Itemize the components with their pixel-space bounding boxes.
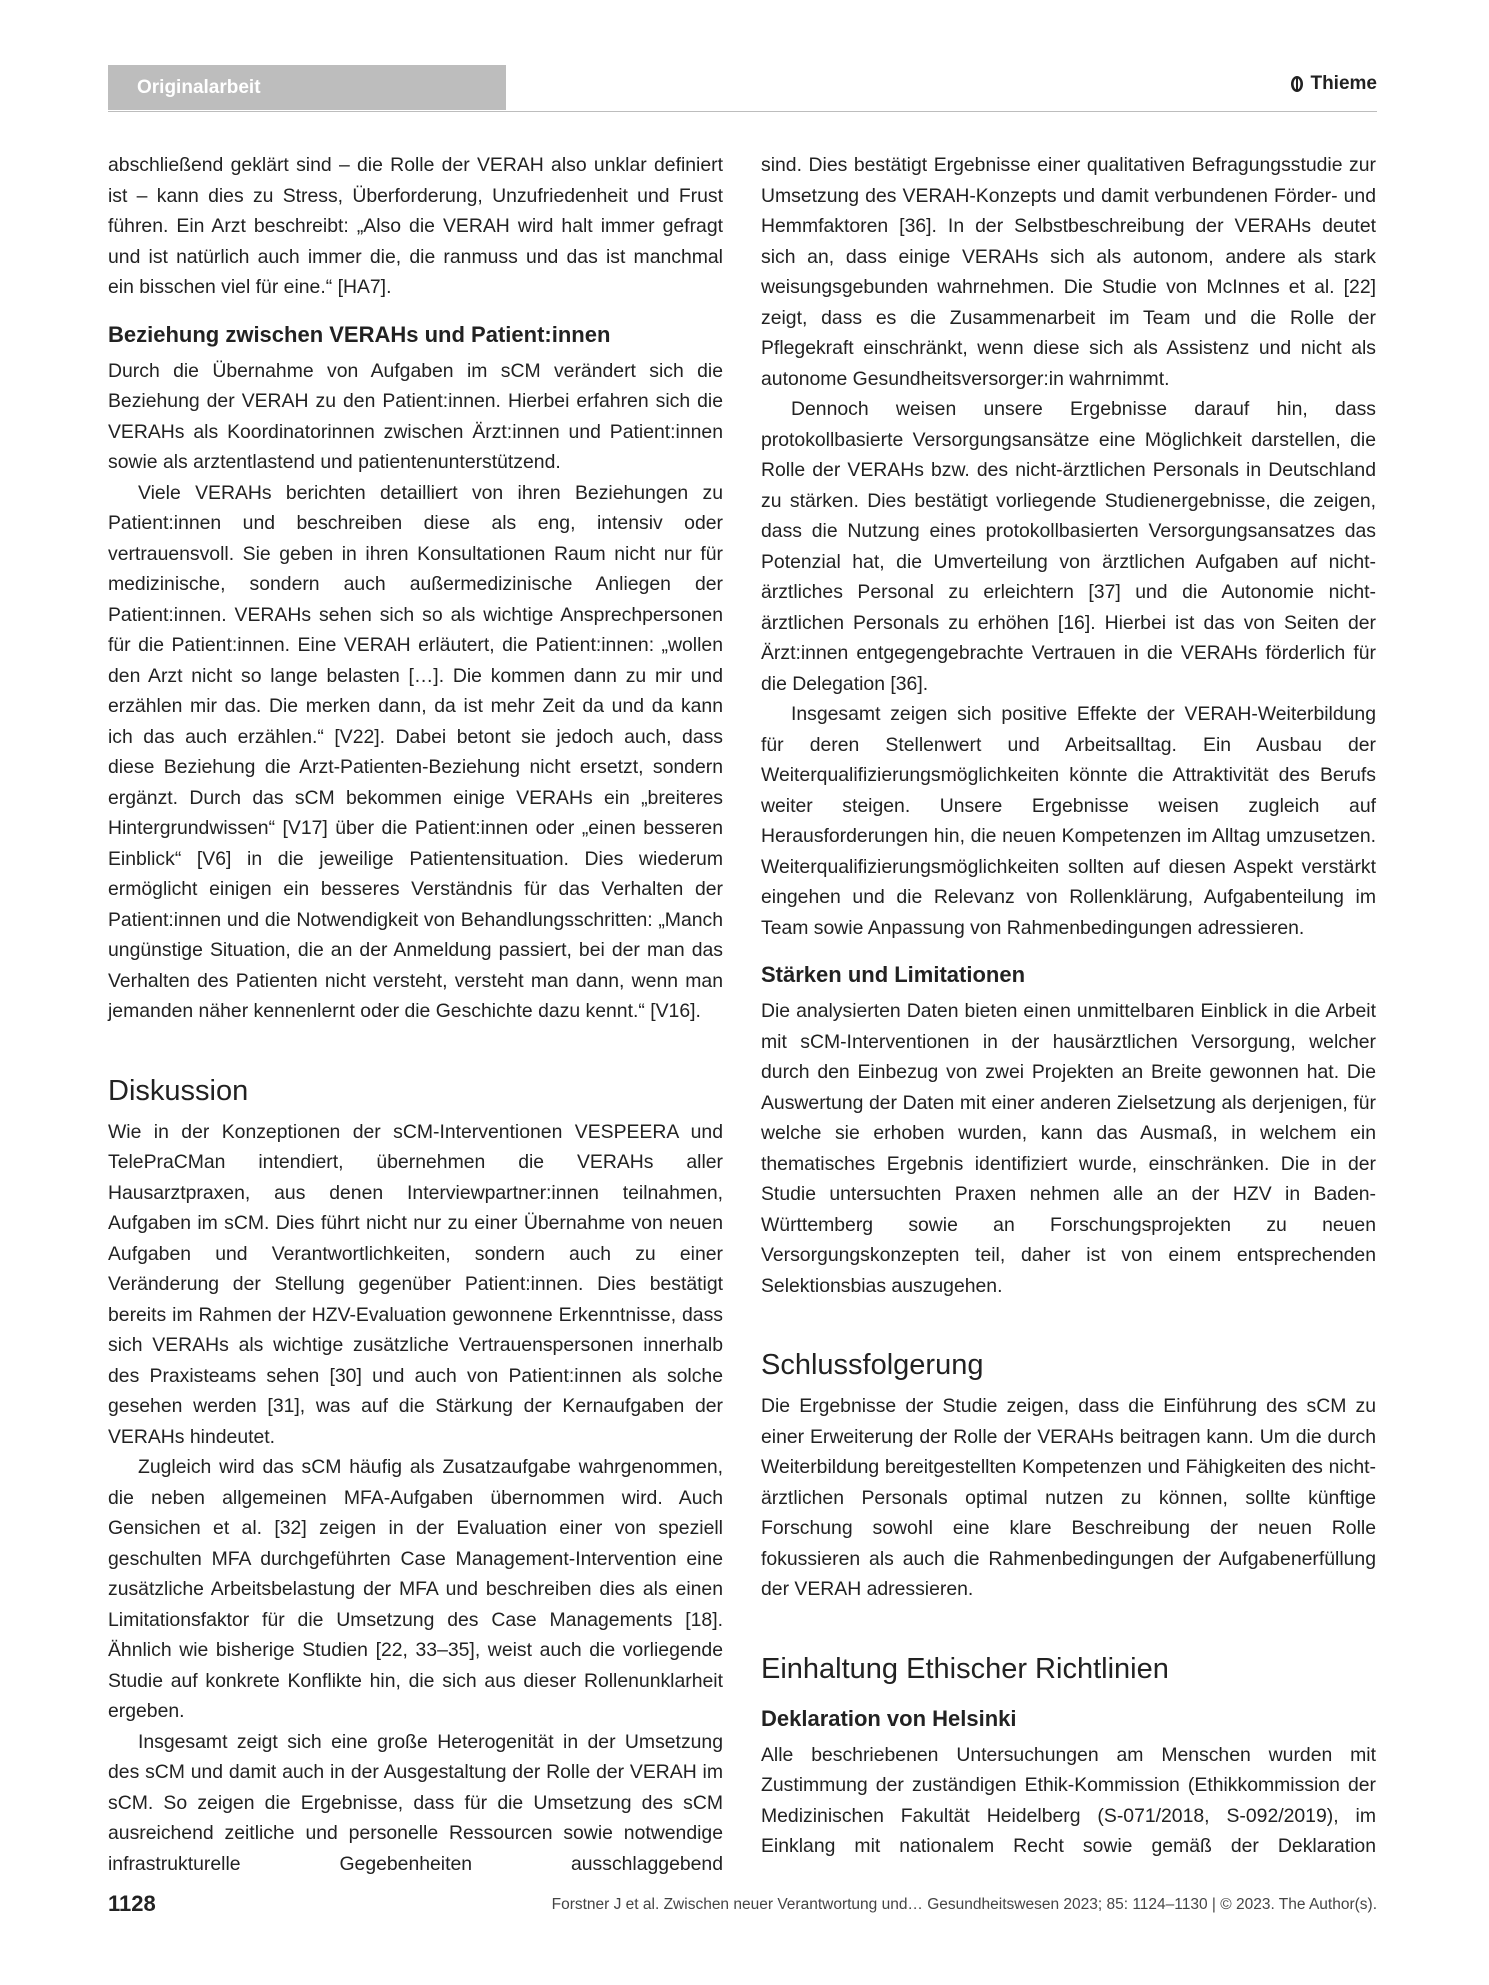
section-heading-diskussion: Diskussion <box>108 1074 249 1107</box>
section-heading-ethik: Einhaltung Ethischer Richtlinien <box>761 1652 1169 1685</box>
paragraph: Insgesamt zeigen sich positive Effekte der VERAH-Weiterbildung für deren Stellenwert und Arbeitsalltag. Ein Ausbau der Weiterqualifizierungsmöglichkeiten könnte die Attraktivität des Berufs weiter steigen. Unsere Ergebnisse weisen zugleich auf Herausforderungen hin, die neuen Kompetenzen im Alltag umzusetzen. Weiterqualifizierungsmöglichkeiten sollten auf diesen Aspekt verstärkt eingehen und die Relevanz von Rollenklärung, Aufgabenteilung im Team sowie Anpassung von Rahmenbedingungen adressieren. <box>761 703 1376 939</box>
left-column <box>108 150 723 1879</box>
paragraph: Alle beschriebenen Untersuchungen am Menschen wurden mit Zustimmung der zuständigen Ethik-Kommission (Ethikkommission der Medizinischen Fakultät Heidelberg (S-071/2018, S-092/2019), im Einklang mit nationalem Recht sowie gemäß der Deklaration <box>761 1743 1376 1857</box>
paragraph: Zugleich wird das sCM häufig als Zusatzaufgabe wahrgenommen, die neben allgemeinen MFA-Aufgaben übernommen wird. Auch Gensichen et al. [32] zeigen in der Evaluation einer von speziell geschulten MFA durchgeführten Case Management-Intervention eine zusätzliche Arbeitsbelastung der MFA und beschreiben dies als einen Limitationsfaktor für die Umsetzung des Case Managements [18]. Ähnlich wie bisherige Studien [22, 33–35], weist auch die vorliegende Studie auf konkrete Konflikte hin, die sich aus dieser Rollenunklarheit ergeben. <box>108 1456 723 1722</box>
paragraph: Durch die Übernahme von Aufgaben im sCM verändert sich die Beziehung der VERAH zu den Patient:innen. Hierbei erfahren sich die VERAHs als Koordinatorinnen zwischen Ärzt:innen und Patient:innen sowie als arztentlastend und patientenunterstützend. <box>108 359 723 473</box>
page-number: 1128 <box>108 1891 156 1916</box>
paragraph: Wie in der Konzeptionen der sCM-Interventionen VESPEERA und TelePraCMan intendiert, übernehmen die VERAHs aller Hausarztpraxen, aus denen Interviewpartner:innen teilnahmen, Aufgaben im sCM. Dies führt nicht nur zu einer Übernahme von neuen Aufgaben und Verantwortlichkeiten, sondern auch zu einer Veränderung der Stellung gegenüber Patient:innen. Dies bestätigt bereits im Rahmen der HZV-Evaluation gewonnene Erkenntnisse, dass sich VERAHs als wichtige zusätzliche Vertrauenspersonen innerhalb des Praxisteams sehen [30] und auch von Patient:innen als solche gesehen werden [31], was auf die Stärkung der Kernaufgaben der VERAHs hindeutet. <box>108 1120 723 1448</box>
publisher-name: Thieme <box>1310 73 1377 94</box>
paragraph: Insgesamt zeigt sich eine große Heterogenität in der Umsetzung des sCM und damit auch in der Ausgestaltung der Rolle der VERAH im sCM. So zeigen die Ergebnisse, dass für die Umsetzung des sCM ausreichend zeitliche und personelle Ressourcen sowie notwendige infrastrukturelle Gegebenheiten ausschlaggebend <box>108 1730 723 1875</box>
subheading-staerken: Stärken und Limitationen <box>761 962 1026 987</box>
thieme-emblem-icon <box>1290 75 1304 93</box>
paragraph: Die Ergebnisse der Studie zeigen, dass die Einführung des sCM zu einer Erweiterung der Rolle der VERAHs beitragen kann. Um die durch Weiterbildung bereitgestellten Kompetenzen und Fähigkeiten des nicht-ärztlichen Personals optimal nutzen zu können, sollte künftige Forschung sowohl eine klare Beschreibung der neuen Rolle fokussieren als auch die Rahmenbedingungen der Aufgabenerfüllung der VERAH adressieren. <box>761 1395 1376 1600</box>
section-label: Originalarbeit <box>108 65 506 110</box>
right-column <box>761 150 1376 1862</box>
footer-citation: Forstner J et al. Zwischen neuer Verantwortung und… Gesundheitswesen 2023; 85: 1124–1130 | © 2023. The Author(s). <box>551 1896 1377 1913</box>
paragraph: sind. Dies bestätigt Ergebnisse einer qualitativen Befragungsstudie zur Umsetzung des VERAH-Konzepts und damit verbundenen Förder- und Hemmfaktoren [36]. In der Selbstbeschreibung der VERAHs deutet sich an, dass einige VERAHs sich als autonom, andere als stark weisungsgebunden wahrnehmen. Die Studie von McInnes et al. [22] zeigt, dass es die Zusammenarbeit im Team und die Rolle der Pflegekraft einschränkt, wenn diese sich als Assistenz und nicht als autonome Gesundheitsversorger:in wahrnimmt. <box>761 154 1376 390</box>
publisher-logo <box>1290 73 1377 95</box>
subheading-helsinki: Deklaration von Helsinki <box>761 1705 1017 1731</box>
header-divider <box>108 111 1377 112</box>
paragraph: Die analysierten Daten bieten einen unmittelbaren Einblick in die Arbeit mit sCM-Interventionen in der hausärztlichen Versorgung, welcher durch den Einbezug von zwei Projekten an Breite gewonnen hat. Die Auswertung der Daten mit einer anderen Zielsetzung als derjenigen, für welche sie erhoben wurden, kann das Ausmaß, in welchem ein thematisches Ergebnis identifiziert wurde, einschränken. Die in der Studie untersuchten Praxen nehmen alle an der HZV in Baden-Württemberg sowie an Forschungsprojekten zu neuen Versorgungskonzepten teil, daher ist von einem entsprechenden Selektionsbias auszugehen. <box>761 1000 1376 1297</box>
paragraph: Dennoch weisen unsere Ergebnisse darauf hin, dass protokollbasierte Versorgungsansätze eine Möglichkeit darstellen, die Rolle der VERAHs bzw. des nicht-ärztlichen Personals in Deutschland zu stärken. Dies bestätigt vorliegende Studienergebnisse, die zeigen, dass die Nutzung eines protokollbasierten Versorgungsansatzes das Potenzial hat, die Umverteilung von ärztlichen Aufgaben auf nicht-ärztliches Personal zu erleichtern [37] und die Autonomie nicht-ärztlichen Personals zu erhöhen [16]. Hierbei ist das von Seiten der Ärzt:innen entgegengebrachte Vertrauen in die VERAHs förderlich für die Delegation [36]. <box>761 398 1376 695</box>
paragraph: Viele VERAHs berichten detailliert von ihren Beziehungen zu Patient:innen und beschreiben diese als eng, intensiv oder vertrauensvoll. Sie geben in ihren Konsultationen Raum nicht nur für medizinische, sondern auch außermedizinische Anliegen der Patient:innen. VERAHs sehen sich so als wichtige Ansprechpersonen für die Patient:innen. Eine VERAH erläutert, die Patient:innen: „wollen den Arzt nicht so lange belasten […]. Die kommen dann zu mir und erzählen mir das. Die merken dann, da ist mehr Zeit da und da kann ich das auch erzählen.“ [V22]. Dabei betont sie jedoch auch, dass diese Beziehung die Arzt-Patienten-Beziehung nicht ersetzt, sondern ergänzt. Durch das sCM bekommen einige VERAHs ein „breiteres Hintergrundwissen“ [V17] über die Patient:innen oder „einen besseren Einblick“ [V6] in die jeweilige Patientensituation. Dies wiederum ermöglicht einigen ein besseres Verständnis für das Verhalten der Patient:innen und die Notwendigkeit von Behandlungsschritten: „Manch ungünstige Situation, die an der Anmeldung passiert, bei der man das Verhalten des Patienten nicht versteht, versteht man dann, wenn man jemanden näher kennenlernt oder die Geschichte dazu kennt.“ [V16]. <box>108 481 723 1022</box>
section-heading-schlussfolgerung: Schlussfolgerung <box>761 1349 984 1381</box>
subheading-beziehung: Beziehung zwischen VERAHs und Patient:innen <box>108 321 611 347</box>
paragraph: abschließend geklärt sind – die Rolle der VERAH also unklar definiert ist – kann dies zu Stress, Überforderung, Unzufriedenheit und Frust führen. Ein Arzt beschreibt: „Also die VERAH wird halt immer gefragt und ist natürlich auch immer die, die ranmuss und das ist manchmal ein bisschen viel für eine.“ [HA7]. <box>108 154 723 298</box>
